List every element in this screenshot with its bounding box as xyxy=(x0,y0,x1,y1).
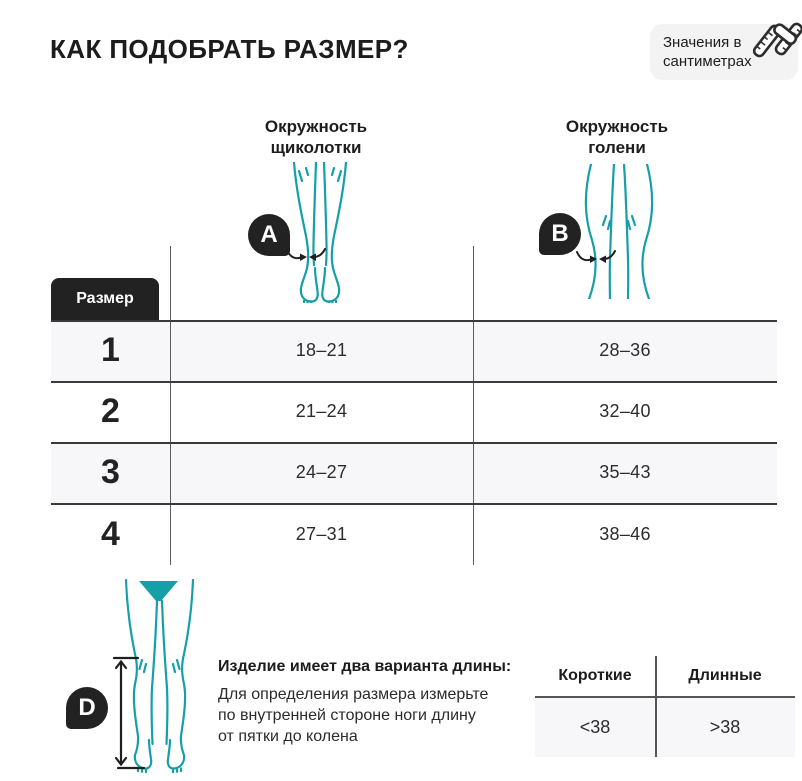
calf-cell: 38–46 xyxy=(599,523,651,544)
length-body xyxy=(218,684,540,747)
size-column-header-tab xyxy=(51,278,159,320)
table-row-divider xyxy=(51,320,777,322)
calf-cell: 35–43 xyxy=(599,462,651,482)
marker-a-label: A xyxy=(260,221,278,248)
size-cell: 4 xyxy=(101,514,120,553)
length-table-column-divider xyxy=(655,656,657,757)
ankle-measure-arrows-icon xyxy=(286,245,326,263)
long-header: Длинные xyxy=(688,667,762,684)
length-description xyxy=(218,658,540,747)
length-body-line2: по внутренней стороне ноги длину xyxy=(218,707,476,724)
length-table-value-row xyxy=(535,698,795,757)
length-title: Изделие имеет два варианта длины: xyxy=(218,658,512,675)
body-triangle xyxy=(139,581,178,601)
length-table-header-row xyxy=(535,656,795,696)
calf-header-line2: голени xyxy=(588,138,646,157)
size-cell: 1 xyxy=(101,331,120,369)
length-body-line3: от пятки до колена xyxy=(218,728,358,745)
short-header: Короткие xyxy=(558,667,632,684)
ankle-cell: 27–31 xyxy=(295,523,348,544)
size-table xyxy=(51,246,777,565)
marker-d-label: D xyxy=(78,694,96,721)
marker-d-badge xyxy=(66,687,108,729)
size-column-header-label: Размер xyxy=(76,290,134,307)
table-row xyxy=(51,320,777,381)
length-variants-table xyxy=(535,650,795,758)
column-header-calf xyxy=(517,116,717,158)
ruler-icon xyxy=(752,14,802,66)
marker-b-label: B xyxy=(551,220,569,247)
units-badge-line1: Значения в xyxy=(663,34,742,51)
table-column-divider xyxy=(170,246,171,565)
marker-a-badge xyxy=(248,214,290,256)
calf-cell: 32–40 xyxy=(599,401,651,421)
ankle-cell: 24–27 xyxy=(295,462,348,482)
table-row xyxy=(51,503,777,565)
ankle-header-line2: щиколотки xyxy=(270,138,362,157)
ankle-cell: 18–21 xyxy=(295,340,348,360)
table-row-divider xyxy=(51,381,777,383)
table-row-divider xyxy=(51,503,777,505)
long-value: >38 xyxy=(709,717,741,737)
column-header-ankle xyxy=(216,116,416,158)
table-row xyxy=(51,381,777,442)
length-measure-arrow-icon xyxy=(106,654,150,772)
units-badge-line2: сантиметрах xyxy=(663,53,752,70)
marker-b-badge xyxy=(539,213,581,255)
length-body-line1: Для определения размера измерьте xyxy=(218,686,489,703)
size-cell: 2 xyxy=(101,392,120,430)
calf-header-line1: Окружность xyxy=(565,117,669,136)
units-badge-text xyxy=(663,33,752,71)
length-table-row-divider xyxy=(535,696,795,698)
units-badge xyxy=(650,24,798,80)
table-row-divider xyxy=(51,442,777,444)
table-row xyxy=(51,442,777,503)
table-column-divider xyxy=(473,246,474,565)
short-value: <38 xyxy=(579,717,611,737)
ankle-header-line1: Окружность xyxy=(264,117,368,136)
page-title: КАК ПОДОБРАТЬ РАЗМЕР? xyxy=(50,34,409,64)
calf-measure-arrows-icon xyxy=(576,247,616,265)
ankle-cell: 21–24 xyxy=(295,401,348,421)
size-cell: 3 xyxy=(101,453,120,491)
calf-cell: 28–36 xyxy=(599,340,651,360)
